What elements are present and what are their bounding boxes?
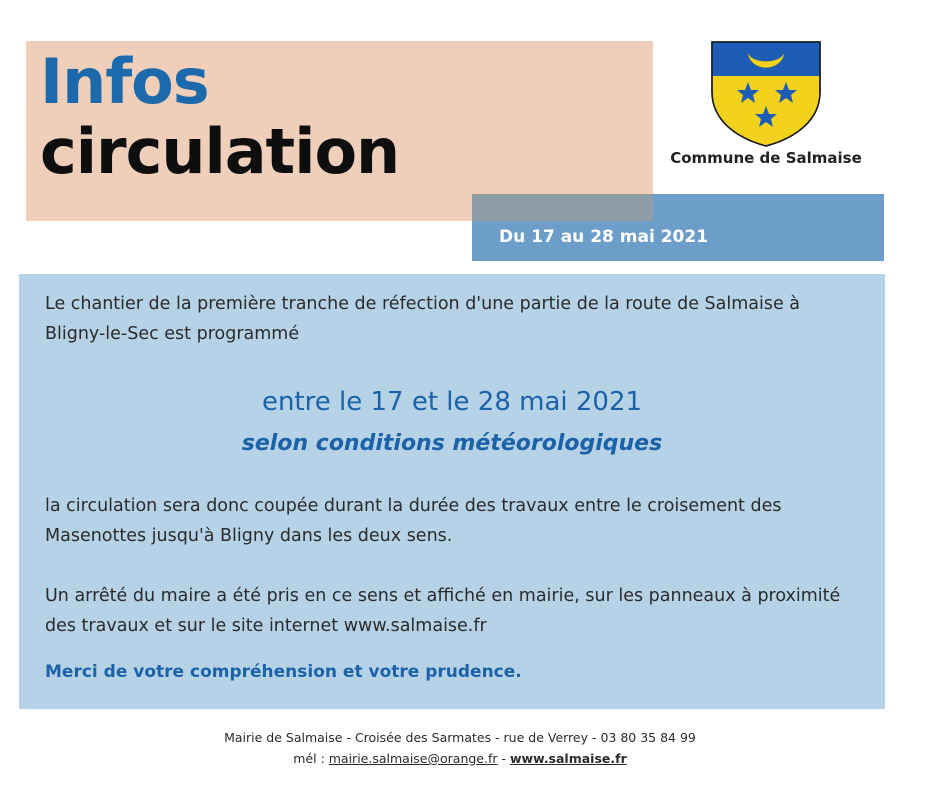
footer-address: Mairie de Salmaise - Croisée des Sarmates - rue de Verrey - 03 80 35 84 99: [224, 730, 696, 745]
email-prefix: mél :: [293, 751, 329, 766]
title-circulation: circulation: [40, 115, 400, 188]
email-link[interactable]: mairie.salmaise@orange.fr: [328, 751, 498, 766]
closure-paragraph: la circulation sera donc coupée durant la durée des travaux entre le croisement des Masenottes jusqu'à Bligny dans les deux sens.: [45, 496, 782, 546]
date-banner-overlap: [472, 194, 653, 221]
footer-contact: [0, 750, 920, 768]
dates-headline: entre le 17 et le 28 mai 2021: [261, 387, 643, 417]
website-link[interactable]: www.salmaise.fr: [509, 751, 627, 766]
weather-conditions: selon conditions météorologiques: [241, 431, 663, 456]
thanks-message: Merci de votre compréhension et votre prudence.: [45, 662, 522, 682]
title-infos: Infos: [40, 45, 209, 118]
footer-separator: -: [497, 751, 510, 766]
decree-paragraph: Un arrêté du maire a été pris en ce sens et affiché en mairie, sur les panneaux à proximité des travaux et sur le site internet www.salmaise.fr: [45, 586, 841, 636]
date-range-text: Du 17 au 28 mai 2021: [499, 227, 709, 247]
commune-name: Commune de Salmaise: [670, 149, 862, 167]
intro-paragraph: Le chantier de la première tranche de réfection d'une partie de la route de Salmaise à Bligny-le-Sec est programmé: [45, 294, 801, 344]
coat-of-arms-crescent-stars-icon: [710, 40, 822, 148]
